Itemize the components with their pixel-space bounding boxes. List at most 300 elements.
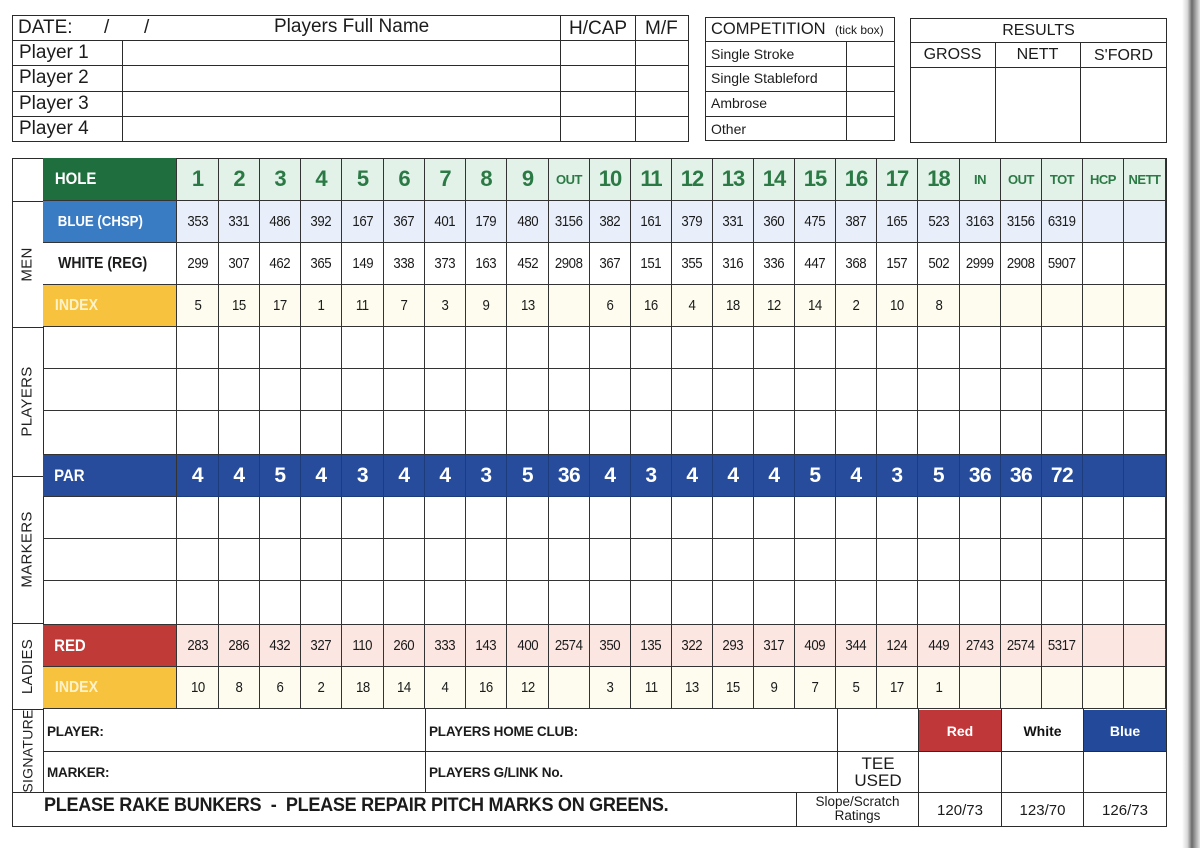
blue-tee-cell-7: 401	[425, 201, 466, 243]
hole-header-cell-9: 9	[507, 158, 549, 201]
marker-score-input-1[interactable]	[177, 497, 219, 539]
blue-tee-cell-15: 360	[754, 201, 795, 243]
hole-header-cell-22: TOT	[1042, 158, 1083, 201]
ladies-index-cell-21	[1001, 667, 1042, 709]
marker-score-input-9[interactable]	[507, 539, 549, 581]
player-score-input-16[interactable]	[795, 369, 836, 411]
player-4-hcap-field[interactable]	[561, 117, 635, 142]
white-tee-cell-19: 502	[918, 243, 960, 285]
player-score-input-22[interactable]	[1042, 369, 1083, 411]
player-score-input-4[interactable]	[301, 327, 342, 369]
marker-score-input-10[interactable]	[549, 539, 590, 581]
marker-score-input-20[interactable]	[960, 581, 1001, 625]
player-1-hcap-field[interactable]	[561, 41, 635, 65]
white-tee-cell-9: 452	[507, 243, 549, 285]
player-score-input-6[interactable]	[384, 327, 425, 369]
blue-tee-cell-19: 523	[918, 201, 960, 243]
men-index-cell-17: 2	[836, 285, 877, 327]
white-tee-cell-5: 149	[342, 243, 384, 285]
marker-score-input-14[interactable]	[713, 497, 754, 539]
footer-notice: PLEASE RAKE BUNKERS - PLEASE REPAIR PITCH MARKS ON GREENS.	[44, 795, 669, 816]
ladies-index-cell-12: 11	[631, 667, 672, 709]
men-index-cell-18: 10	[877, 285, 918, 327]
blue-tee-cell-3: 486	[260, 201, 301, 243]
marker-score-input-19[interactable]	[918, 539, 960, 581]
par-cell-3: 5	[260, 455, 301, 497]
player-score-input-4[interactable]	[301, 369, 342, 411]
player-score-input-8[interactable]	[466, 327, 507, 369]
date-input[interactable]	[84, 16, 144, 39]
results-sford-field[interactable]	[1081, 68, 1166, 142]
marker-score-input-15[interactable]	[754, 539, 795, 581]
red-tee-cell-10: 2574	[549, 625, 590, 667]
player-score-input-20[interactable]	[960, 369, 1001, 411]
white-tee-cell-2: 307	[219, 243, 260, 285]
marker-score-input-20[interactable]	[960, 497, 1001, 539]
player-score-input-24[interactable]	[1124, 369, 1166, 411]
player-score-input-24[interactable]	[1124, 327, 1166, 369]
tee-used-blue-checkbox[interactable]	[1084, 752, 1166, 792]
marker-row-label-1	[43, 497, 177, 539]
player-score-input-10[interactable]	[549, 327, 590, 369]
red-tee-cell-2: 286	[219, 625, 260, 667]
player-score-input-16[interactable]	[795, 411, 836, 455]
blue-tee-cell-24	[1124, 201, 1166, 243]
men-index-cell-13: 4	[672, 285, 713, 327]
hole-header-cell-14: 13	[713, 158, 754, 201]
player-score-input-1[interactable]	[177, 327, 219, 369]
marker-score-input-4[interactable]	[301, 539, 342, 581]
red-tee-cell-21: 2574	[1001, 625, 1042, 667]
red-tee-cell-14: 293	[713, 625, 754, 667]
row-label-men-index: INDEX	[43, 285, 177, 327]
marker-score-input-13[interactable]	[672, 581, 713, 625]
player-score-input-13[interactable]	[672, 411, 713, 455]
red-tee-cell-6: 260	[384, 625, 425, 667]
marker-score-input-6[interactable]	[384, 539, 425, 581]
white-tee-cell-13: 355	[672, 243, 713, 285]
ambrose-checkbox[interactable]	[847, 92, 894, 116]
player-score-input-20[interactable]	[960, 327, 1001, 369]
men-index-cell-12: 16	[631, 285, 672, 327]
blue-tee-cell-12: 161	[631, 201, 672, 243]
red-tee-cell-9: 400	[507, 625, 549, 667]
player-score-input-21[interactable]	[1001, 369, 1042, 411]
tee-used-red-checkbox[interactable]	[919, 752, 1001, 792]
ladies-index-cell-5: 18	[342, 667, 384, 709]
hole-header-cell-10: OUT	[549, 158, 590, 201]
marker-score-input-22[interactable]	[1042, 497, 1083, 539]
player-score-input-2[interactable]	[219, 327, 260, 369]
player-score-input-2[interactable]	[219, 369, 260, 411]
white-tee-cell-16: 447	[795, 243, 836, 285]
marker-score-input-10[interactable]	[549, 497, 590, 539]
marker-score-input-7[interactable]	[425, 497, 466, 539]
player-score-input-22[interactable]	[1042, 327, 1083, 369]
player-score-input-12[interactable]	[631, 327, 672, 369]
player-score-input-10[interactable]	[549, 411, 590, 455]
men-index-cell-1: 5	[177, 285, 219, 327]
men-index-cell-23	[1083, 285, 1124, 327]
player-score-input-19[interactable]	[918, 369, 960, 411]
hole-header-cell-6: 6	[384, 158, 425, 201]
player-score-input-14[interactable]	[713, 327, 754, 369]
player-score-input-8[interactable]	[466, 411, 507, 455]
glink-field[interactable]	[590, 754, 834, 790]
marker-score-input-11[interactable]	[590, 497, 631, 539]
player-score-input-15[interactable]	[754, 411, 795, 455]
marker-score-input-23[interactable]	[1083, 497, 1124, 539]
single-stableford-checkbox[interactable]	[847, 67, 894, 91]
marker-score-input-8[interactable]	[466, 581, 507, 625]
marker-score-input-19[interactable]	[918, 581, 960, 625]
player-score-input-5[interactable]	[342, 369, 384, 411]
men-index-cell-4: 1	[301, 285, 342, 327]
marker-score-input-5[interactable]	[342, 581, 384, 625]
marker-score-input-15[interactable]	[754, 581, 795, 625]
player-row-label-2	[43, 369, 177, 411]
results-title: RESULTS	[1002, 22, 1075, 39]
marker-score-input-12[interactable]	[631, 539, 672, 581]
white-tee-cell-14: 316	[713, 243, 754, 285]
player-score-input-9[interactable]	[507, 369, 549, 411]
white-tee-cell-10: 2908	[549, 243, 590, 285]
marker-score-input-7[interactable]	[425, 539, 466, 581]
marker-score-input-21[interactable]	[1001, 581, 1042, 625]
marker-score-input-5[interactable]	[342, 539, 384, 581]
competition-option-other: Other	[711, 121, 747, 137]
marker-score-input-15[interactable]	[754, 497, 795, 539]
player-1-name-field[interactable]	[123, 41, 560, 65]
marker-score-input-6[interactable]	[384, 497, 425, 539]
player-2-hcap-field[interactable]	[561, 66, 635, 91]
tee-used-label: TEE USED	[854, 754, 902, 790]
marker-score-input-11[interactable]	[590, 581, 631, 625]
ladies-index-cell-17: 5	[836, 667, 877, 709]
player-score-input-5[interactable]	[342, 411, 384, 455]
hcap-header: H/CAP	[569, 18, 628, 39]
ladies-index-cell-19: 1	[918, 667, 960, 709]
marker-score-input-22[interactable]	[1042, 539, 1083, 581]
red-tee-cell-18: 124	[877, 625, 918, 667]
red-tee-cell-13: 322	[672, 625, 713, 667]
marker-score-input-20[interactable]	[960, 539, 1001, 581]
red-tee-cell-23	[1083, 625, 1124, 667]
marker-score-input-14[interactable]	[713, 539, 754, 581]
blue-tee-cell-6: 367	[384, 201, 425, 243]
ladies-index-cell-8: 16	[466, 667, 507, 709]
ladies-index-cell-6: 14	[384, 667, 425, 709]
marker-score-input-17[interactable]	[836, 581, 877, 625]
ladies-index-cell-3: 6	[260, 667, 301, 709]
white-tee-cell-21: 2908	[1001, 243, 1042, 285]
tee-blue-header: Blue	[1084, 710, 1166, 751]
player-score-input-11[interactable]	[590, 327, 631, 369]
marker-row-label-2	[43, 539, 177, 581]
marker-score-input-2[interactable]	[219, 539, 260, 581]
marker-score-input-16[interactable]	[795, 581, 836, 625]
player-3-hcap-field[interactable]	[561, 92, 635, 116]
marker-score-input-3[interactable]	[260, 497, 301, 539]
marker-score-input-21[interactable]	[1001, 497, 1042, 539]
home-club-field[interactable]	[590, 712, 834, 748]
marker-signature-label: MARKER:	[47, 765, 110, 780]
blue-tee-cell-20: 3163	[960, 201, 1001, 243]
player-score-input-18[interactable]	[877, 369, 918, 411]
player-score-input-19[interactable]	[918, 411, 960, 455]
hole-header-cell-3: 3	[260, 158, 301, 201]
results-nett-field[interactable]	[996, 68, 1080, 142]
player-score-input-21[interactable]	[1001, 411, 1042, 455]
ladies-index-cell-1: 10	[177, 667, 219, 709]
date-label: DATE:	[18, 17, 73, 38]
marker-score-input-19[interactable]	[918, 497, 960, 539]
white-tee-cell-23	[1083, 243, 1124, 285]
player-score-input-1[interactable]	[177, 411, 219, 455]
marker-score-input-22[interactable]	[1042, 581, 1083, 625]
hole-header-cell-20: IN	[960, 158, 1001, 201]
white-tee-cell-8: 163	[466, 243, 507, 285]
white-tee-cell-17: 368	[836, 243, 877, 285]
marker-score-input-2[interactable]	[219, 497, 260, 539]
player-score-input-11[interactable]	[590, 369, 631, 411]
hole-header-cell-16: 15	[795, 158, 836, 201]
competition-hint: (tick box)	[835, 23, 884, 37]
blue-tee-cell-21: 3156	[1001, 201, 1042, 243]
red-tee-cell-17: 344	[836, 625, 877, 667]
player-score-input-10[interactable]	[549, 369, 590, 411]
player-score-input-14[interactable]	[713, 411, 754, 455]
blue-tee-cell-10: 3156	[549, 201, 590, 243]
marker-row-label-3	[43, 581, 177, 625]
blue-tee-cell-17: 387	[836, 201, 877, 243]
side-label-signature: SIGNATURE	[19, 708, 36, 793]
other-checkbox[interactable]	[847, 117, 894, 141]
player-score-input-13[interactable]	[672, 369, 713, 411]
ladies-index-cell-22	[1042, 667, 1083, 709]
player-score-input-9[interactable]	[507, 411, 549, 455]
player-score-input-19[interactable]	[918, 327, 960, 369]
home-club-label: PLAYERS HOME CLUB:	[429, 724, 578, 739]
player-score-input-12[interactable]	[631, 411, 672, 455]
player-score-input-6[interactable]	[384, 369, 425, 411]
results-gross-field[interactable]	[911, 68, 995, 142]
par-cell-4: 4	[301, 455, 342, 497]
marker-score-input-9[interactable]	[507, 581, 549, 625]
marker-score-input-23[interactable]	[1083, 539, 1124, 581]
marker-score-input-18[interactable]	[877, 539, 918, 581]
glink-label: PLAYERS G/LINK No.	[429, 765, 563, 780]
marker-score-input-24[interactable]	[1124, 581, 1166, 625]
par-cell-18: 3	[877, 455, 918, 497]
hole-header-cell-13: 12	[672, 158, 713, 201]
player-1-mf-field[interactable]	[636, 41, 689, 65]
player-score-input-17[interactable]	[836, 411, 877, 455]
ladies-index-cell-15: 9	[754, 667, 795, 709]
player-score-input-1[interactable]	[177, 369, 219, 411]
tee-used-white-checkbox[interactable]	[1002, 752, 1083, 792]
row-label-blue: BLUE (CHSP)	[43, 201, 177, 243]
player-score-input-7[interactable]	[425, 327, 466, 369]
player-score-input-14[interactable]	[713, 369, 754, 411]
marker-score-input-5[interactable]	[342, 497, 384, 539]
marker-score-input-17[interactable]	[836, 497, 877, 539]
player-score-input-17[interactable]	[836, 369, 877, 411]
player-score-input-7[interactable]	[425, 411, 466, 455]
blue-tee-cell-22: 6319	[1042, 201, 1083, 243]
marker-score-input-8[interactable]	[466, 539, 507, 581]
competition-option-single-stableford: Single Stableford	[711, 70, 818, 86]
white-tee-cell-12: 151	[631, 243, 672, 285]
hole-header-cell-11: 10	[590, 158, 631, 201]
player-4-label: Player 4	[19, 118, 89, 139]
marker-score-input-18[interactable]	[877, 497, 918, 539]
player-score-input-21[interactable]	[1001, 327, 1042, 369]
marker-score-input-8[interactable]	[466, 497, 507, 539]
player-score-input-24[interactable]	[1124, 411, 1166, 455]
player-score-input-2[interactable]	[219, 411, 260, 455]
player-row-label-1	[43, 327, 177, 369]
marker-score-input-16[interactable]	[795, 497, 836, 539]
par-cell-13: 4	[672, 455, 713, 497]
player-score-input-23[interactable]	[1083, 369, 1124, 411]
marker-score-input-9[interactable]	[507, 497, 549, 539]
player-score-input-3[interactable]	[260, 327, 301, 369]
red-tee-cell-1: 283	[177, 625, 219, 667]
player-score-input-23[interactable]	[1083, 411, 1124, 455]
player-score-input-15[interactable]	[754, 369, 795, 411]
ladies-index-cell-10	[549, 667, 590, 709]
men-index-cell-3: 17	[260, 285, 301, 327]
row-label-red: RED	[43, 625, 177, 667]
white-tee-cell-22: 5907	[1042, 243, 1083, 285]
players-full-name-header: Players Full Name	[274, 16, 430, 37]
player-score-input-6[interactable]	[384, 411, 425, 455]
competition-option-ambrose: Ambrose	[711, 95, 768, 111]
white-tee-cell-11: 367	[590, 243, 631, 285]
marker-score-input-21[interactable]	[1001, 539, 1042, 581]
blue-tee-cell-5: 167	[342, 201, 384, 243]
marker-signature-field[interactable]	[120, 754, 420, 790]
marker-score-input-2[interactable]	[219, 581, 260, 625]
marker-score-input-16[interactable]	[795, 539, 836, 581]
marker-score-input-24[interactable]	[1124, 539, 1166, 581]
marker-score-input-10[interactable]	[549, 581, 590, 625]
blue-tee-cell-8: 179	[466, 201, 507, 243]
player-signature-label: PLAYER:	[47, 724, 104, 739]
player-score-input-7[interactable]	[425, 369, 466, 411]
player-4-name-field[interactable]	[123, 117, 560, 142]
player-score-input-20[interactable]	[960, 411, 1001, 455]
single-stroke-checkbox[interactable]	[847, 42, 894, 66]
player-score-input-8[interactable]	[466, 369, 507, 411]
marker-score-input-1[interactable]	[177, 539, 219, 581]
red-tee-cell-16: 409	[795, 625, 836, 667]
ladies-index-cell-23	[1083, 667, 1124, 709]
player-score-input-12[interactable]	[631, 369, 672, 411]
red-tee-cell-22: 5317	[1042, 625, 1083, 667]
marker-score-input-4[interactable]	[301, 581, 342, 625]
marker-score-input-23[interactable]	[1083, 581, 1124, 625]
men-index-cell-9: 13	[507, 285, 549, 327]
marker-score-input-12[interactable]	[631, 581, 672, 625]
marker-score-input-18[interactable]	[877, 581, 918, 625]
red-tee-cell-15: 317	[754, 625, 795, 667]
player-score-input-3[interactable]	[260, 411, 301, 455]
marker-score-input-3[interactable]	[260, 581, 301, 625]
side-label-ladies: LADIES	[19, 638, 37, 694]
player-2-mf-field[interactable]	[636, 66, 689, 91]
marker-score-input-17[interactable]	[836, 539, 877, 581]
player-3-name-field[interactable]	[123, 92, 560, 116]
player-score-input-18[interactable]	[877, 327, 918, 369]
marker-score-input-7[interactable]	[425, 581, 466, 625]
player-score-input-13[interactable]	[672, 327, 713, 369]
player-score-input-5[interactable]	[342, 327, 384, 369]
player-4-mf-field[interactable]	[636, 117, 689, 142]
player-score-input-4[interactable]	[301, 411, 342, 455]
rating-white: 123/70	[1019, 801, 1066, 819]
player-score-input-23[interactable]	[1083, 327, 1124, 369]
marker-score-input-1[interactable]	[177, 581, 219, 625]
ladies-index-cell-16: 7	[795, 667, 836, 709]
par-cell-10: 36	[549, 455, 590, 497]
red-tee-cell-12: 135	[631, 625, 672, 667]
blue-tee-cell-18: 165	[877, 201, 918, 243]
marker-score-input-3[interactable]	[260, 539, 301, 581]
player-score-input-11[interactable]	[590, 411, 631, 455]
player-score-input-9[interactable]	[507, 327, 549, 369]
player-score-input-22[interactable]	[1042, 411, 1083, 455]
men-index-cell-11: 6	[590, 285, 631, 327]
marker-score-input-4[interactable]	[301, 497, 342, 539]
rating-blue: 126/73	[1102, 801, 1148, 819]
marker-score-input-13[interactable]	[672, 497, 713, 539]
par-cell-8: 3	[466, 455, 507, 497]
player-score-input-16[interactable]	[795, 327, 836, 369]
par-cell-24	[1124, 455, 1166, 497]
hole-header-cell-4: 4	[301, 158, 342, 201]
ladies-index-cell-18: 17	[877, 667, 918, 709]
date-separator: /	[144, 17, 150, 38]
white-tee-cell-3: 462	[260, 243, 301, 285]
player-signature-field[interactable]	[120, 712, 420, 748]
hole-header-cell-2: 2	[219, 158, 260, 201]
red-tee-cell-24	[1124, 625, 1166, 667]
player-score-input-3[interactable]	[260, 369, 301, 411]
marker-score-input-12[interactable]	[631, 497, 672, 539]
competition-option-single-stroke: Single Stroke	[711, 46, 795, 62]
marker-score-input-13[interactable]	[672, 539, 713, 581]
hole-header-cell-8: 8	[466, 158, 507, 201]
player-score-input-17[interactable]	[836, 327, 877, 369]
red-tee-cell-8: 143	[466, 625, 507, 667]
row-label-ladies-index: INDEX	[43, 667, 177, 709]
player-score-input-18[interactable]	[877, 411, 918, 455]
marker-score-input-24[interactable]	[1124, 497, 1166, 539]
white-tee-cell-20: 2999	[960, 243, 1001, 285]
player-2-name-field[interactable]	[123, 66, 560, 91]
ladies-index-cell-14: 15	[713, 667, 754, 709]
par-cell-14: 4	[713, 455, 754, 497]
marker-score-input-6[interactable]	[384, 581, 425, 625]
marker-score-input-11[interactable]	[590, 539, 631, 581]
row-label-hole: HOLE	[43, 158, 177, 201]
player-3-mf-field[interactable]	[636, 92, 689, 116]
player-score-input-15[interactable]	[754, 327, 795, 369]
marker-score-input-14[interactable]	[713, 581, 754, 625]
red-tee-cell-4: 327	[301, 625, 342, 667]
